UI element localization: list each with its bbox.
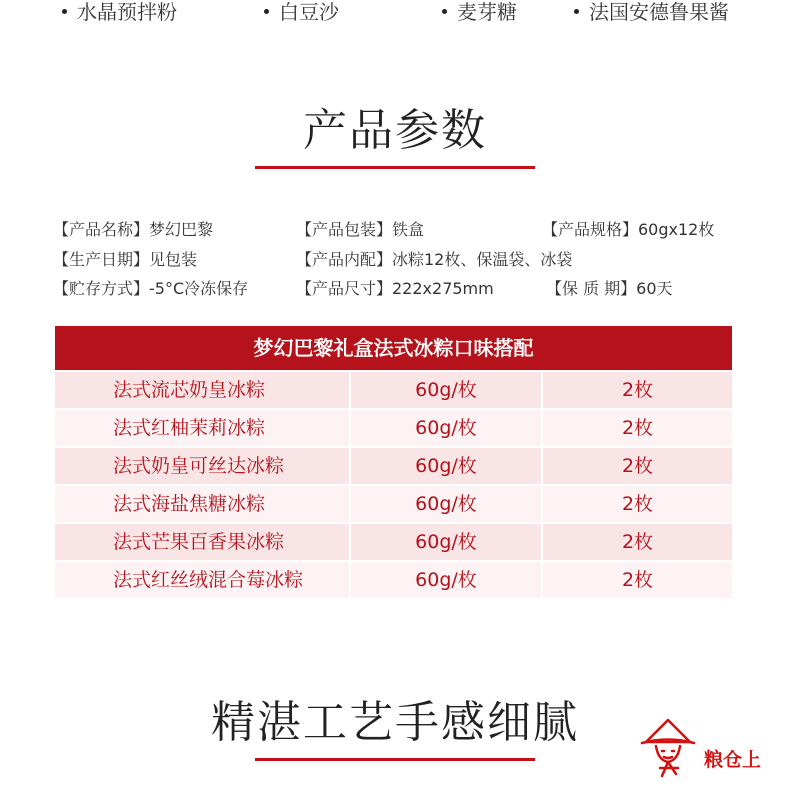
craft-title-underline [255,758,535,761]
params-section-title: 产品参数 [303,105,487,156]
flavor-name: 法式奶皇可丝达冰粽 [55,448,349,484]
flavor-weight: 60g/枚 [351,562,541,598]
ingredient-item: 法国安德鲁果酱 [574,0,729,24]
ingredient-item: 白豆沙 [264,0,339,24]
param-production-date: 【生产日期】见包装 [53,250,198,269]
table-row [55,524,732,560]
flavor-name: 法式红丝绒混合莓冰粽 [55,562,349,598]
param-shelf-life: 【保 质 期】60天 [546,279,673,298]
table-row [55,486,732,522]
table-row [55,410,732,446]
craft-section-title: 精湛工艺手感细腻 [211,697,579,748]
flavor-weight: 60g/枚 [351,524,541,560]
flavor-name: 法式芒果百香果冰粽 [55,524,349,560]
flavor-weight: 60g/枚 [351,372,541,408]
param-storage: 【贮存方式】-5°C冷冻保存 [53,279,249,298]
flavor-name: 法式海盐焦糖冰粽 [55,486,349,522]
flavor-weight: 60g/枚 [351,448,541,484]
flavor-count: 2枚 [543,448,732,484]
bullet-icon [574,9,579,14]
watermark-text: 粮仓上 [704,749,762,771]
flavor-count: 2枚 [543,486,732,522]
flavor-table [55,326,732,598]
flavor-count: 2枚 [543,524,732,560]
bullet-icon [62,9,67,14]
table-row [55,562,732,598]
params-title-underline [255,166,535,169]
flavor-count: 2枚 [543,372,732,408]
flavor-name: 法式流芯奶皇冰粽 [55,372,349,408]
param-spec: 【产品规格】60gx12枚 [542,220,715,239]
table-title: 梦幻巴黎礼盒法式冰粽口味搭配 [55,326,732,370]
bullet-icon [264,9,269,14]
param-size: 【产品尺寸】222x275mm [296,279,494,298]
ingredient-item: 麦芽糖 [442,0,517,24]
bullet-icon [442,9,447,14]
param-name: 【产品名称】梦幻巴黎 [53,220,214,239]
table-row [55,448,732,484]
flavor-weight: 60g/枚 [351,410,541,446]
flavor-name: 法式红柚茉莉冰粽 [55,410,349,446]
flavor-count: 2枚 [543,410,732,446]
table-row [55,372,732,408]
ingredient-list [0,0,790,28]
flavor-weight: 60g/枚 [351,486,541,522]
param-contents: 【产品内配】冰粽12枚、保温袋、冰袋 [296,250,573,269]
param-package: 【产品包装】铁盒 [296,220,425,239]
flavor-count: 2枚 [543,562,732,598]
ingredient-item: 水晶预拌粉 [62,0,177,24]
